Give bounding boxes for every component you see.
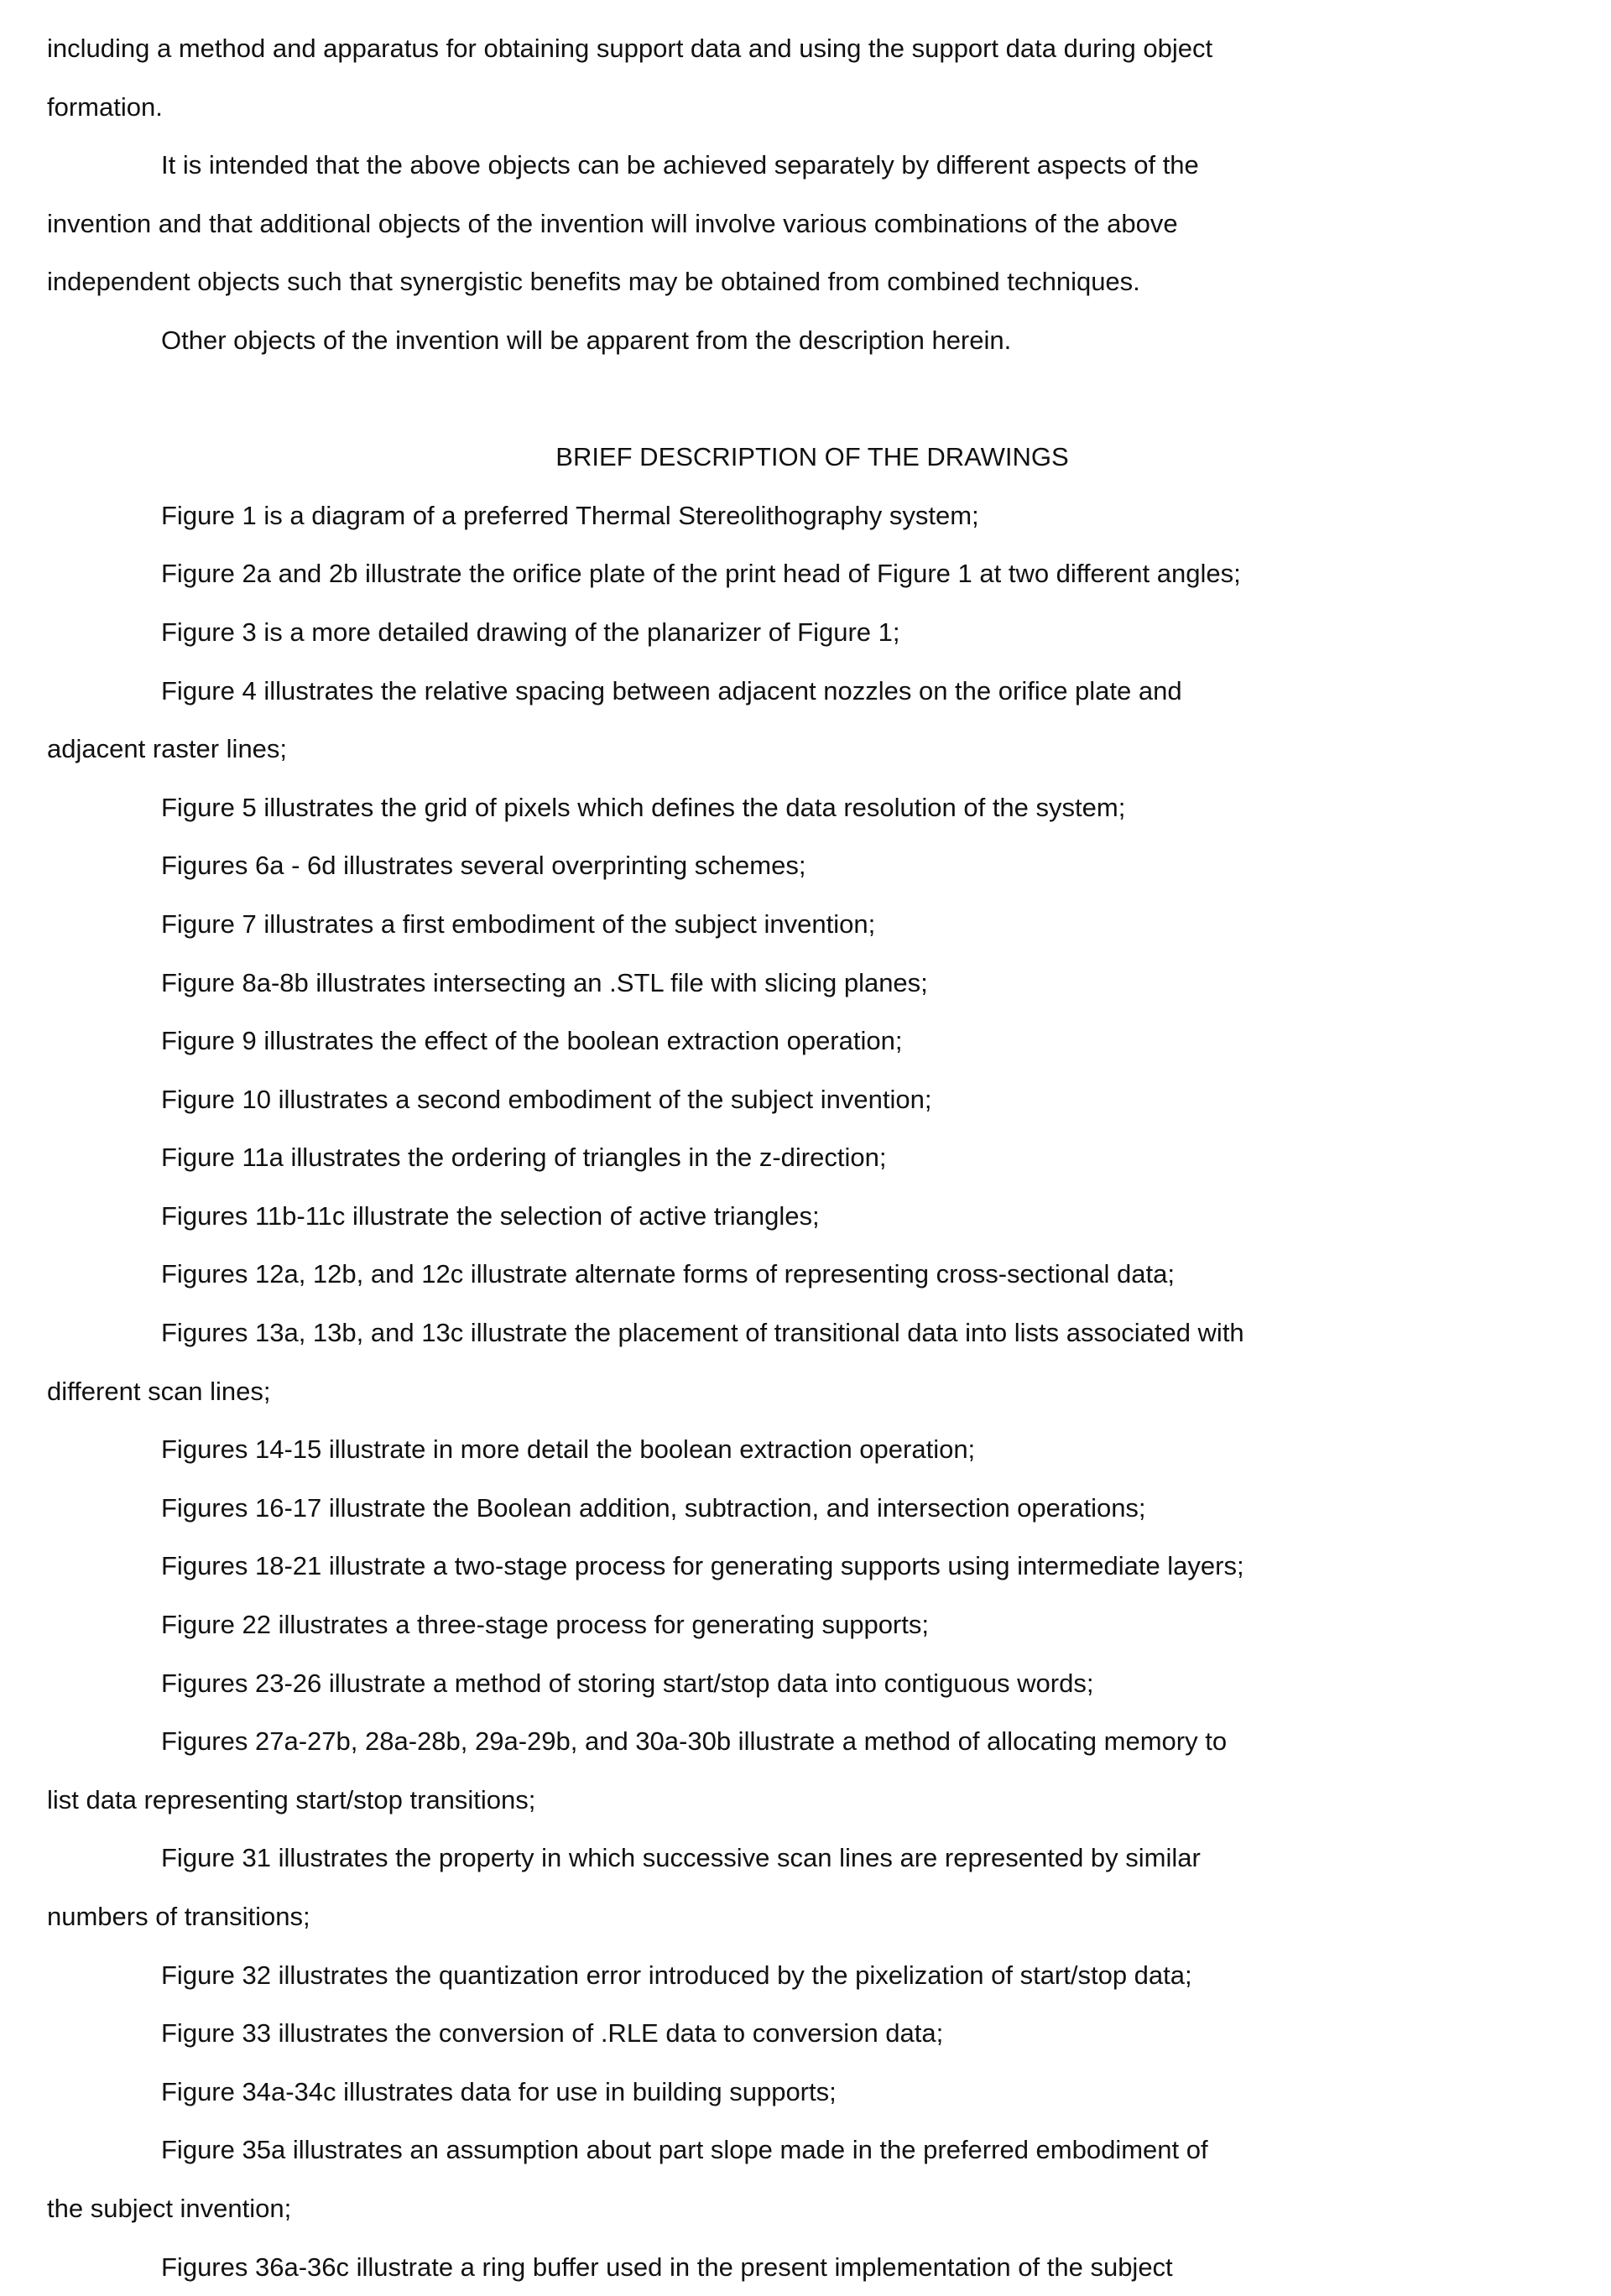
figure-description-line: Figure 10 illustrates a second embodiment of the subject invention; — [0, 1070, 1611, 1129]
document-page — [0, 19, 1611, 2296]
figure-description-line: Figures 14-15 illustrate in more detail the boolean extraction operation; — [0, 1420, 1611, 1479]
figure-description-line: Figure 22 illustrates a three-stage process for generating supports; — [0, 1596, 1611, 1654]
intro-paragraphs — [0, 19, 1611, 370]
text-line: formation. — [0, 78, 1611, 137]
figure-description-line: Figure 11a illustrates the ordering of triangles in the z-direction; — [0, 1128, 1611, 1187]
figure-description-line: the subject invention; — [0, 2179, 1611, 2238]
figure-description-line: Figure 8a-8b illustrates intersecting an .STL file with slicing planes; — [0, 954, 1611, 1013]
figure-description-line: Figure 9 illustrates the effect of the boolean extraction operation; — [0, 1012, 1611, 1070]
figure-description-line: Figures 11b-11c illustrate the selection of active triangles; — [0, 1187, 1611, 1246]
figure-description-line: Figure 2a and 2b illustrate the orifice plate of the print head of Figure 1 at two different angles; — [0, 544, 1611, 603]
figure-description-line: different scan lines; — [0, 1362, 1611, 1421]
figure-description-line: list data representing start/stop transitions; — [0, 1771, 1611, 1830]
figure-description-line: Figures 6a - 6d illustrates several overprinting schemes; — [0, 836, 1611, 895]
figure-description-line: Figure 34a-34c illustrates data for use in building supports; — [0, 2063, 1611, 2122]
figure-description-line: Figure 35a illustrates an assumption about part slope made in the preferred embodiment of — [0, 2121, 1611, 2179]
figure-description-line: numbers of transitions; — [0, 1887, 1611, 1946]
figure-description-line: Figures 18-21 illustrate a two-stage process for generating supports using intermediate layers; — [0, 1537, 1611, 1596]
text-line: including a method and apparatus for obtaining support data and using the support data during object — [0, 19, 1611, 78]
figure-description-line: Figure 32 illustrates the quantization error introduced by the pixelization of start/stop data; — [0, 1946, 1611, 2005]
figure-description-line: Figure 33 illustrates the conversion of .RLE data to conversion data; — [0, 2004, 1611, 2063]
text-line: It is intended that the above objects can be achieved separately by different aspects of the — [0, 136, 1611, 195]
figure-description-line: Figures 16-17 illustrate the Boolean addition, subtraction, and intersection operations; — [0, 1479, 1611, 1538]
section-heading: BRIEF DESCRIPTION OF THE DRAWINGS — [0, 428, 1611, 487]
figure-descriptions — [0, 487, 1611, 2296]
figure-description-line: Figure 3 is a more detailed drawing of the planarizer of Figure 1; — [0, 603, 1611, 662]
figure-description-line: Figures 27a-27b, 28a-28b, 29a-29b, and 30a-30b illustrate a method of allocating memory to — [0, 1712, 1611, 1771]
text-line: invention and that additional objects of the invention will involve various combinations of the above — [0, 195, 1611, 253]
figure-description-line: Figures 13a, 13b, and 13c illustrate the placement of transitional data into lists associated with — [0, 1304, 1611, 1362]
figure-description-line: Figure 7 illustrates a first embodiment of the subject invention; — [0, 895, 1611, 954]
figure-description-line: Figure 1 is a diagram of a preferred Thermal Stereolithography system; — [0, 487, 1611, 545]
figure-description-line: adjacent raster lines; — [0, 720, 1611, 778]
text-line: independent objects such that synergistic benefits may be obtained from combined techniques. — [0, 253, 1611, 311]
figure-description-line: Figure 31 illustrates the property in which successive scan lines are represented by similar — [0, 1829, 1611, 1887]
spacer — [0, 370, 1611, 429]
figure-description-line: Figures 36a-36c illustrate a ring buffer used in the present implementation of the subject — [0, 2238, 1611, 2296]
figure-description-line: Figures 23-26 illustrate a method of storing start/stop data into contiguous words; — [0, 1654, 1611, 1713]
figure-description-line: Figure 4 illustrates the relative spacing between adjacent nozzles on the orifice plate and — [0, 662, 1611, 721]
figure-description-line: Figures 12a, 12b, and 12c illustrate alternate forms of representing cross-sectional data; — [0, 1245, 1611, 1304]
figure-description-line: Figure 5 illustrates the grid of pixels which defines the data resolution of the system; — [0, 778, 1611, 837]
text-line: Other objects of the invention will be apparent from the description herein. — [0, 311, 1611, 370]
